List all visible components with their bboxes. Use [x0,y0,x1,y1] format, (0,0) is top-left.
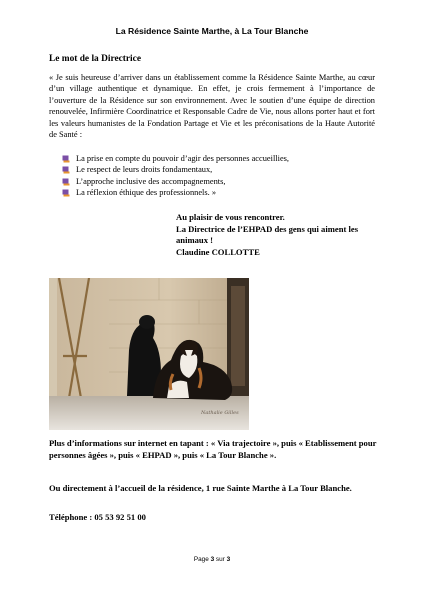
signature-greeting: Au plaisir de vous rencontrer. [176,212,285,222]
dogs-photo-image [49,278,249,430]
section-title: Le mot de la Directrice [49,54,141,64]
signature-title: La Directrice de l’EHPAD des gens qui aiment les animaux ! [176,223,359,246]
book-bullet-icon [62,166,70,174]
book-bullet-icon [62,189,70,197]
more-info-paragraph: Plus d’informations sur internet en tapant : « Via trajectoire », puis « Etablissement pour personnes âgées », puis « EHPAD », puis « La Tour Blanche ». [49,438,377,460]
signature-name: Claudine COLLOTTE [176,246,260,257]
dogs-photo [49,278,249,430]
signature-block [176,212,386,258]
list-item-text: La réflexion éthique des professionnels. » [76,188,217,198]
phone-line: Téléphone : 05 53 92 51 00 [49,512,146,522]
photo-watermark: Nathalie Gilles [201,410,239,416]
address-paragraph: Ou directement à l’accueil de la résidence, 1 rue Sainte Marthe à La Tour Blanche. [49,483,352,493]
list-item [62,187,382,198]
footer-separator: sur [215,556,225,563]
intro-paragraph: « Je suis heureuse d’arriver dans un établissement comme la Résidence Sainte Marthe, au cœur d’un village authentique et dynamique. En effet, je crois fermement à l’importance de l’ouverture de la Résidence sur son environnement. Avec le soutien d’une équipe de direction renouvelée, Infirmière Coordinatrice et Responsable Cadre de Vie, nous allons porter haut et fort les valeurs humanistes de la Fondation Partage et Vie et les préconisations de la Haute Autorité de Santé : [49,73,375,140]
footer-total-pages: 3 [226,556,231,563]
values-list [62,153,382,199]
footer-prefix: Page [193,556,209,563]
list-item-text: La prise en compte du pouvoir d’agir des personnes accueillies, [76,154,290,163]
book-bullet-icon [62,155,70,163]
page-footer [0,556,424,563]
list-item-text: L’approche inclusive des accompagnements, [76,176,226,186]
page-header: La Résidence Sainte Marthe, à La Tour Blanche [115,26,309,36]
list-item-text: Le respect de leurs droits fondamentaux, [76,165,213,175]
list-item [62,176,382,187]
list-item [62,164,382,175]
book-bullet-icon [62,178,70,186]
list-item [62,153,382,164]
footer-current-page: 3 [210,556,215,563]
